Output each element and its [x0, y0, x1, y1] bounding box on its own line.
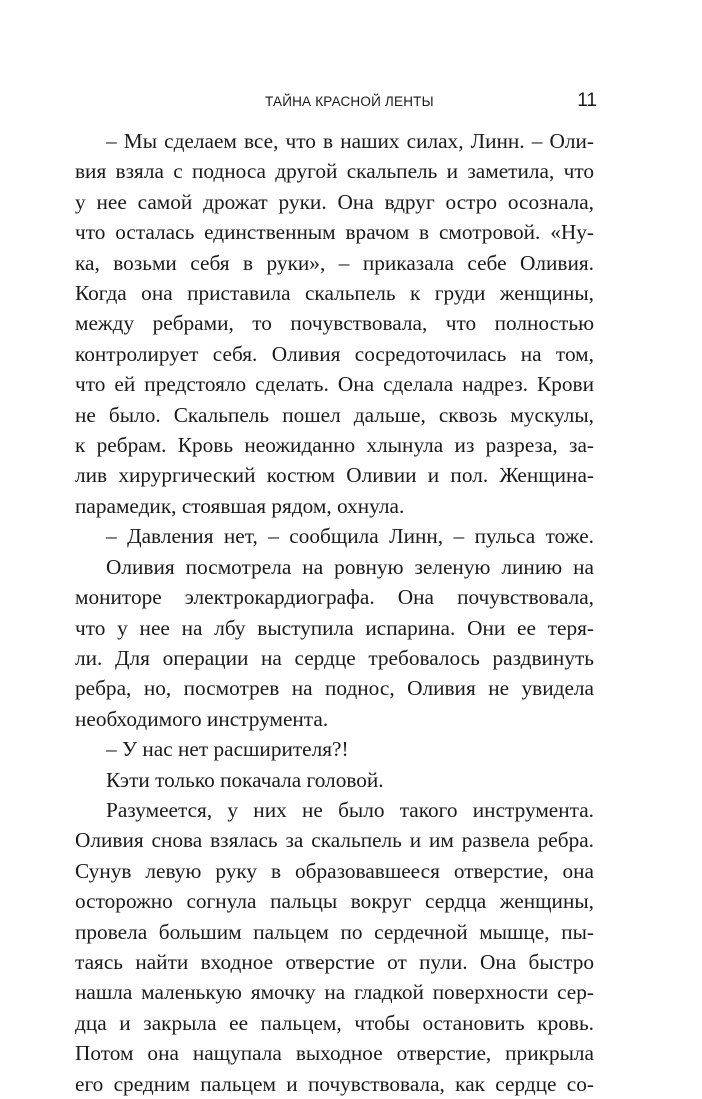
- text-line: ка, возьми себя в руки», – приказала себе Оливия.: [75, 250, 594, 275]
- body-text: [75, 126, 594, 1099]
- text-line: Когда она приставила скальпель к груди женщины,: [75, 281, 594, 306]
- text-line: дца и закрыла ее пальцем, чтобы остановить кровь.: [75, 1010, 594, 1035]
- text-line: Оливия посмотрела на ровную зеленую линию на: [106, 554, 594, 579]
- running-head-title: ТАЙНА КРАСНОЙ ЛЕНТЫ: [265, 94, 434, 109]
- text-line: – Давления нет, – сообщила Линн, – пульса тоже.: [106, 524, 594, 549]
- text-line: провела большим пальцем по сердечной мышце, пы-: [75, 919, 594, 944]
- text-line: между ребрами, то почувствовала, что полностью: [75, 311, 594, 336]
- text-line: не было. Скальпель пошел дальше, сквозь мускулы,: [75, 402, 594, 427]
- text-line: Кэти только покачала головой.: [106, 767, 384, 792]
- text-line: что у нее на лбу выступила испарина. Они ее теря-: [75, 615, 594, 640]
- text-line: к ребрам. Кровь неожиданно хлынула из разреза, за-: [75, 433, 594, 458]
- text-line: контролирует себя. Оливия сосредоточилась на том,: [75, 341, 594, 366]
- text-line: что осталась единственным врачом в смотровой. «Ну-: [75, 220, 594, 245]
- text-line: таясь найти входное отверстие от пули. Она быстро: [75, 949, 594, 974]
- text-line: нашла маленькую ямочку на гладкой поверхности сер-: [75, 980, 594, 1005]
- page-number: 11: [577, 90, 597, 111]
- text-line: Разумеется, у них не было такого инструмента.: [106, 797, 594, 822]
- text-line: его средним пальцем и почувствовала, как сердце со-: [75, 1071, 594, 1096]
- text-line: осторожно согнула пальцы вокруг сердца женщины,: [75, 889, 594, 914]
- text-line: ли. Для операции на сердце требовалось раздвинуть: [75, 645, 594, 670]
- text-line: у нее самой дрожат руки. Она вдруг остро осознала,: [75, 189, 594, 214]
- text-line: Оливия снова взялась за скальпель и им развела ребра.: [75, 828, 594, 853]
- text-line: парамедик, стоявшая рядом, охнула.: [75, 493, 405, 518]
- text-line: Потом она нащупала выходное отверстие, прикрыла: [75, 1041, 594, 1066]
- text-line: вия взяла с подноса другой скальпель и заметила, что: [75, 159, 594, 184]
- text-line: необходимого инструмента.: [75, 706, 329, 731]
- text-line: – У нас нет расширителя?!: [106, 737, 349, 762]
- text-line: ребра, но, посмотрев на поднос, Оливия не увидела: [75, 676, 594, 701]
- text-line: что ей предстояло сделать. Она сделала надрез. Крови: [75, 372, 594, 397]
- text-line: Сунув левую руку в образовавшееся отверстие, она: [75, 858, 594, 883]
- text-line: мониторе электрокардиографа. Она почувствовала,: [75, 585, 594, 610]
- text-line: лив хирургический костюм Оливии и пол. Женщина-: [75, 463, 594, 488]
- text-line: – Мы сделаем все, что в наших силах, Линн. – Оли-: [106, 129, 594, 153]
